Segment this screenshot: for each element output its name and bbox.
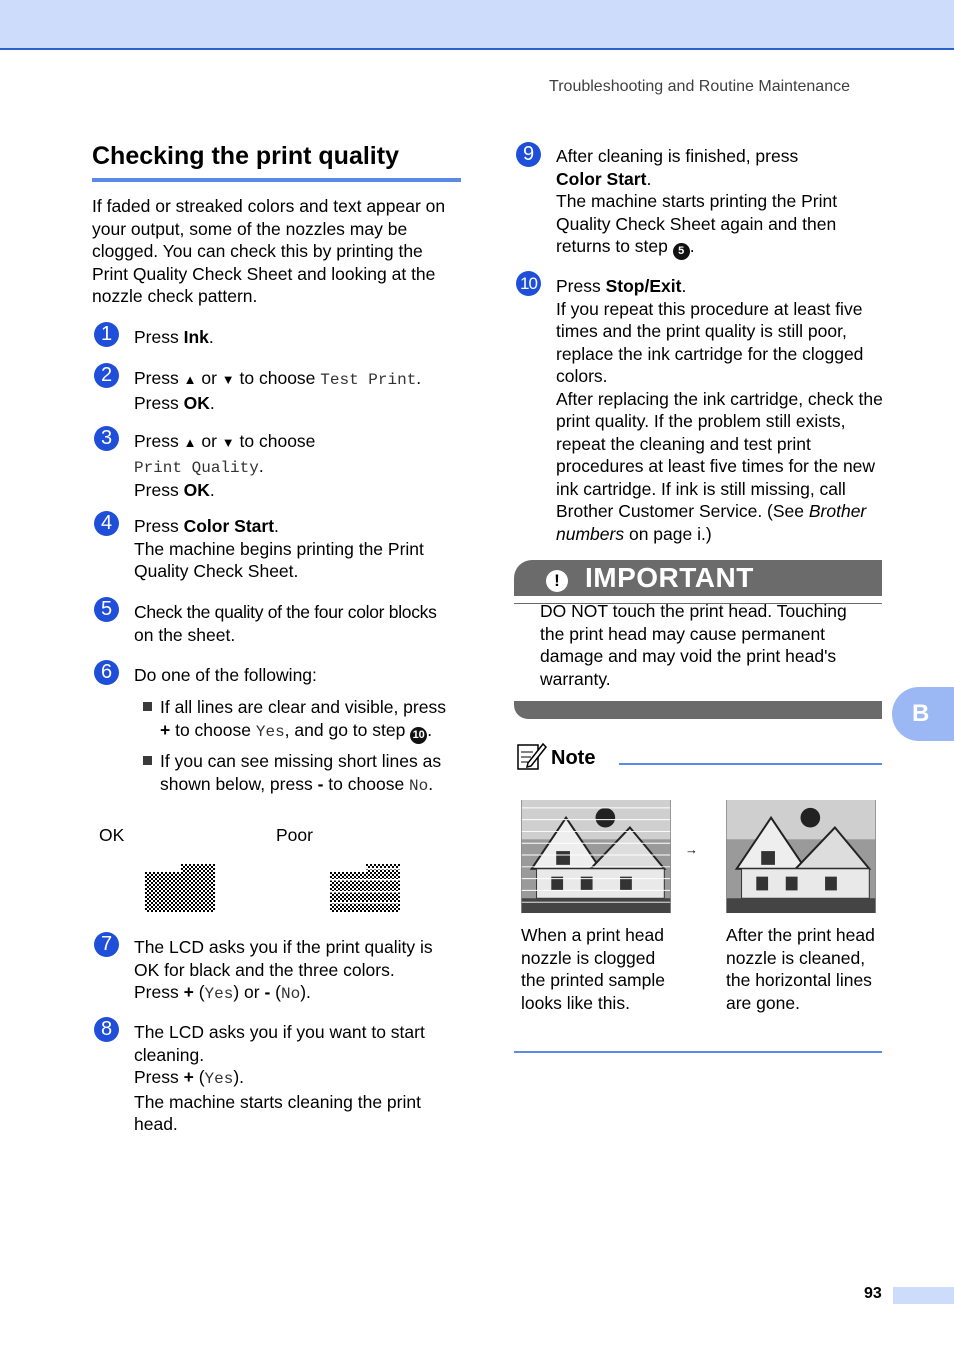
bullet-marker [143, 756, 152, 765]
step-2-text: Press ▲ or ▼ to choose Test Print. Press OK. [134, 368, 422, 413]
note-bottom-rule [514, 1051, 882, 1053]
step-3-text: Press ▲ or ▼ to choose Print Quality. Press OK. [134, 431, 316, 500]
pattern-label-ok: OK [99, 825, 125, 845]
step-number-5: 5 [94, 597, 119, 622]
down-arrow-icon: ▼ [221, 372, 235, 387]
step-9-text: After cleaning is finished, press Color Start. The machine starts printing the Print Quality Check Sheet again and then returns to step 5 . [556, 145, 886, 260]
down-arrow-icon: ▼ [221, 435, 235, 450]
page-number: 93 [864, 1285, 882, 1302]
step-number-8: 8 [94, 1017, 119, 1042]
section-title: Checking the print quality [92, 142, 399, 170]
step-1-text: Press Ink. [134, 327, 214, 347]
step-number-9: 9 [516, 142, 541, 167]
step-number-4: 4 [94, 511, 119, 536]
note-caption-left: When a print head nozzle is clogged the printed sample looks like this. [521, 925, 665, 1013]
step-8-text: The LCD asks you if you want to start cleaning. Press + (Yes). The machine starts cleaning the print head. [134, 1022, 425, 1134]
important-title: IMPORTANT [585, 562, 754, 593]
cleaned-sample-photo [726, 800, 876, 913]
note-pencil-icon [516, 741, 548, 771]
step-number-10: 10 [516, 271, 541, 296]
page-number-bar [893, 1287, 954, 1304]
step-10-text: Press Stop/Exit. If you repeat this procedure at least five times and the print quality is still poor, replace the ink cartridge for the clogged colors. After replacing the ink cartridge, check the print quality. If the problem still exists, repeat the cleaning and test print procedures at least five times for the new ink cartridge. If ink is still missing, call Brother Customer Service. (See Brother numbers on page i.) [556, 276, 883, 544]
note-rule [619, 763, 882, 765]
top-band [0, 0, 954, 50]
intro-paragraph: If faded or streaked colors and text appear on your output, some of the nozzles may be clogged. You can check this by printing the Print Quality Check Sheet and looking at the nozzle check pattern. [92, 196, 446, 306]
note-title: Note [551, 747, 596, 769]
important-footer-bar [514, 701, 882, 719]
note-caption-right: After the print head nozzle is cleaned, the horizontal lines are gone. [726, 925, 875, 1013]
pattern-label-poor: Poor [276, 825, 313, 845]
nozzle-pattern-poor [330, 864, 402, 914]
up-arrow-icon: ▲ [183, 435, 197, 450]
step-number-7: 7 [94, 932, 119, 957]
step-7-text: The LCD asks you if the print quality is OK for black and the three colors. Press + (Yes) or - (No). [134, 937, 433, 1003]
nozzle-pattern-ok [145, 864, 217, 914]
up-arrow-icon: ▲ [183, 372, 197, 387]
step-ref-5: 5 [673, 243, 690, 260]
warning-icon: ! [546, 570, 568, 592]
step-4-text: Press Color Start. The machine begins printing the Print Quality Check Sheet. [134, 516, 424, 581]
step-number-1: 1 [94, 322, 119, 347]
step-5-text: Check the quality of the four color blocks on the sheet. [134, 602, 437, 645]
step-number-2: 2 [94, 363, 119, 388]
step-number-6: 6 [94, 660, 119, 685]
bullet-marker [143, 702, 152, 711]
chapter-tab: B [892, 687, 954, 741]
step-number-3: 3 [94, 426, 119, 451]
clogged-sample-photo [521, 800, 671, 913]
step-6-option-no: If you can see missing short lines as shown below, press - to choose No. [160, 751, 442, 795]
step-6-option-yes: If all lines are clear and visible, press + to choose Yes, and go to step 10 . [160, 696, 465, 744]
step-6-text: Do one of the following: [134, 665, 317, 685]
step-ref-10: 10 [410, 727, 427, 744]
running-header: Troubleshooting and Routine Maintenance [549, 78, 850, 95]
arrow-icon: → [685, 842, 698, 857]
important-text: DO NOT touch the print head. Touching the print head may cause permanent damage and may void the print head's warranty. [540, 601, 847, 689]
section-rule [92, 178, 461, 182]
